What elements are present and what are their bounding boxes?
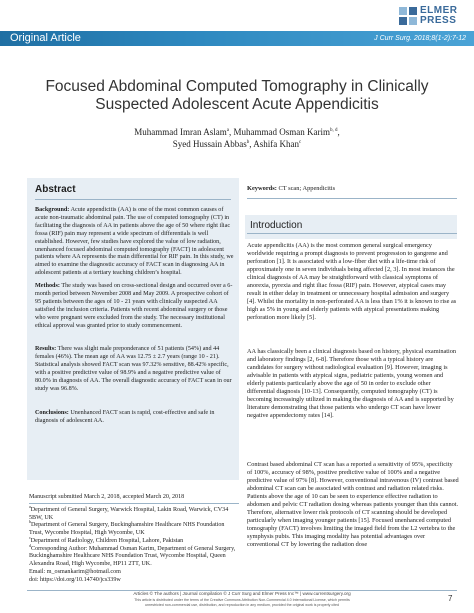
background-text: Acute appendicitis (AA) is one of the most common causes of acute non-traumatic abdominal pain. The use of computed tomography (CT) in facilitating the diagnosis of AA in patients above the age of 50 where right iliac fossa (RIF) pain may represent a wide spectrum of differentials is well established. However, few studies have explored the value of low radiation, unenhanced focused abdominal computed tomography (FACT) in adolescent patients where AA represents the main differential for RIF pain. In this study, we aimed to examine the diagnostic accuracy of FACT scan in diagnosing AA in adolescent patients at a tertiary teaching children’s hospital.: [35, 207, 234, 277]
author-3: Syed Hussain Abbas: [172, 139, 247, 149]
journal-reference: J Curr Surg. 2018;8(1-2):7-12: [374, 35, 466, 42]
conclusions-text: Unenhanced FACT scan is rapid, cost-effective and safe in diagnosis of adolescent AA.: [35, 410, 215, 424]
keywords-label: Keywords:: [247, 185, 277, 192]
results-text: There was slight male preponderance of 51 patients (54%) and 44 females (46%). The mean age of AA was 12.75 ± 2.7 years (range 10 - 21). Statistical analysis showed FACT scan was 97.32% sensitive, 88.42% specific, with a positive predictive value of 98.9% and a negative predictive value of 80.0% in diagnosis of AA. The overall diagnostic accuracy of FACT scan in our study was 96.8%.: [35, 346, 232, 392]
corresponding-email[interactable]: Email: m_osmankarim@hotmail.com: [29, 568, 121, 575]
introduction-divider: [247, 233, 457, 234]
intro-paragraph-2: AA has classically been a clinical diagnosis based on history, physical examination and laboratory findings [2, 6-8]. Therefore those with a typical history are candidates for surgery without radiological evaluation [9]. However, imaging is advisable in patients with atypical signs, pediatric patients, young women and elderly patients particularly above the age of 50 in order to exclude other differential diagnosis [10-13]. Consequently, computed tomography (CT) is becoming increasingly utilized in making the diagnosis of AA and is supported by literature demonstrating that those patients who undergo CT scan have lower negative appendectomy rates [14].: [247, 348, 457, 420]
logo-line1: ELMER: [420, 5, 458, 16]
introduction-heading-panel: [245, 215, 457, 239]
introduction-heading: Introduction: [250, 220, 303, 231]
article-title: [30, 78, 444, 114]
license-line2: unrestricted non-commercial use, distribution, and reproduction in any medium, provided the original work is properly cited: [145, 602, 339, 607]
abstract-conclusions: [35, 410, 235, 426]
title-line1: Focused Abdominal Computed Tomography in Clinically: [45, 78, 429, 95]
logo-line2: PRESS: [420, 15, 457, 26]
affil-a-marker: a: [29, 504, 31, 509]
affiliation-b: [29, 519, 239, 537]
affiliations: [29, 504, 239, 576]
affil-d-text: Corresponding Author: Muhammad Osman Karim, Department of General Surgery, Buckinghamshire Healthcare NHS Foundation Trust, Wycombe Hospital, Queen Alexandra Road, High Wycombe, HP11 2TT, UK.: [29, 545, 236, 568]
intro-paragraph-3: Contrast based abdominal CT scan has a reported a sensitivity of 95%, specificity of 100%, accuracy of 98%, positive predictive value of 100% and a negative predictive value of 97% [8]. However, conventional intravenous (IV) contrast based abdominal CT scan can be associated with contrast and radiation related risks. Patients above the age of 10 can be seen to experience effective radiation to abdomen and pelvic CT radiation dosing whereas patients younger than this cannot. Therefore, alternative lower risk protocols of CT scanning should be developed particularly when imaging younger patients [15]. Focused unenhanced computed tomography (FACT) involves limiting the imaged field from the L2 vertebra to the symphysis pubis. This imaging modality has potential advantages over conventional CT by lowering the radiation dose: [247, 461, 459, 549]
title-line2: Suspected Adolescent Acute Appendicitis: [95, 96, 379, 113]
logo-text: [420, 6, 458, 26]
author-4: , Ashifa Khan: [249, 139, 299, 149]
keywords-divider: [247, 198, 457, 199]
manuscript-dates: Manuscript submitted March 2, 2018, accepted March 20, 2018: [29, 494, 185, 500]
affil-c-marker: c: [29, 534, 31, 540]
affiliation-d: [29, 542, 239, 569]
header-bar: [0, 31, 474, 46]
abstract-divider: [35, 199, 231, 200]
elmer-press-logo-icon: [398, 6, 418, 26]
footer-copyright: Articles © The authors | Journal compilation © J Curr Surg and Elmer Press Inc™ | www.currentsurgery.org: [133, 591, 351, 596]
affil-d-marker: d: [29, 542, 31, 548]
results-label: Results:: [35, 346, 57, 352]
affil-b-marker: b: [29, 519, 31, 525]
affil-a-text: Department of General Surgery, Warwick Hospital, Lakin Road, Warwick, CV34 5BW, UK: [29, 507, 229, 521]
conclusions-label: Conclusions:: [35, 410, 69, 416]
author-list: [40, 126, 434, 150]
abstract-panel: [27, 178, 239, 480]
author-sep: ,: [337, 127, 340, 137]
publisher-logo: [398, 3, 470, 31]
keywords: [247, 185, 457, 193]
affil-c-text: Department of Radiology, Children Hospital, Lahore, Pakistan: [30, 537, 184, 544]
manuscript-divider: [29, 503, 239, 504]
intro-paragraph-1: Acute appendicitis (AA) is the most common general surgical emergency worldwide requiring a prompt diagnosis to prevent progression to gangrene and perforation [1]. It is associated with a low-fiber diet with a life-time risk of approximately one in seven individuals being affected [2, 3]. In most instances the clinical diagnosis of AA may be straightforward with classical symptoms of anorexia, pyrexia and right iliac fossa (RIF) pain. However, atypical cases may result in either delay in treatment or unnecessary hospital admission and surgery [4]. Whilst the mortality in non-perforated AA is less than 1% it is known to rise as high as 5% in young and elderly patients with atypical presentations making perforation more likely [5].: [247, 242, 457, 322]
author-1: Muhammad Imran Aslam: [134, 127, 227, 137]
keywords-text: CT scan; Appendicitis: [278, 185, 336, 192]
author-4-affil: c: [299, 140, 302, 145]
author-2-affil: b, d: [329, 128, 338, 133]
author-2: , Muhammad Osman Karim: [228, 127, 330, 137]
abstract-results: [35, 346, 235, 393]
author-3-affil: b: [246, 140, 250, 145]
methods-text: The study was based on cross-sectional design and occurred over a 6-month period between November 2008 and May 2009. A prospective cohort of 95 patients between the ages of 10 - 21 years with clinically suspected AA satisfied the inclusion criteria. Patients with recent abdominal surgery or those who were pregnant were excluded from the study. The necessary institutional ethical approval was granted prior to study commencement.: [35, 283, 233, 329]
methods-label: Methods:: [35, 283, 60, 289]
page-number: 7: [448, 594, 453, 603]
affiliation-a: [29, 504, 239, 525]
abstract-heading: Abstract: [35, 184, 76, 195]
background-label: Background:: [35, 207, 70, 213]
authors-line1: [40, 126, 434, 138]
affil-b-text: Department of General Surgery, Buckinghamshire Healthcare NHS Foundation Trust, Wycombe Hospital, High Wycombe, UK: [29, 522, 225, 537]
doi-link[interactable]: doi: https://doi.org/10.14740/jcs339w: [29, 577, 121, 583]
abstract-background: [35, 207, 235, 278]
article-type: Original Article: [10, 32, 81, 44]
affiliation-c: [29, 534, 239, 546]
abstract-methods: [35, 283, 235, 330]
license-line1: This article is distributed under the terms of the Creative Commons Attribution Non-Commercial 4.0 International License, which permits: [134, 598, 350, 602]
author-1-affil: a: [226, 128, 229, 133]
authors-line2: [40, 138, 434, 150]
footer-license: [27, 598, 457, 607]
